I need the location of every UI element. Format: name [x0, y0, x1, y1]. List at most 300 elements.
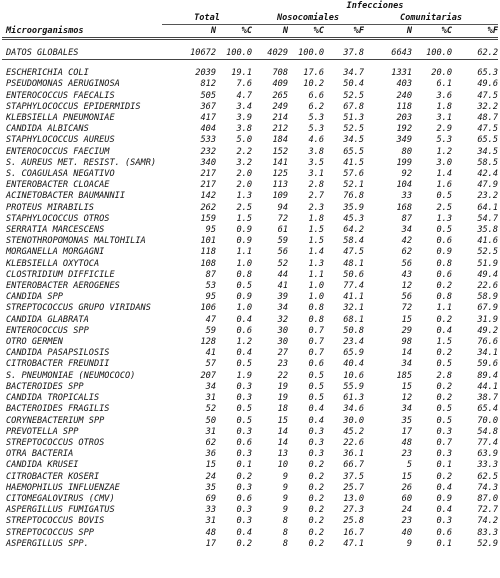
cell: 41.5: [343, 157, 364, 168]
cell: 34: [277, 303, 288, 314]
cell: 23: [401, 449, 412, 460]
cell: 232: [200, 146, 216, 157]
cell: 1.0: [236, 258, 252, 269]
microorganism-name: CANDIDA SPP: [6, 292, 63, 303]
cell: 62: [401, 247, 412, 258]
cell: 0.6: [436, 269, 452, 280]
cell: 5.3: [436, 135, 452, 146]
cell: 58.9: [477, 292, 499, 303]
table-row: [2, 528, 498, 539]
cell: 0.5: [436, 225, 452, 236]
cell: 0.2: [436, 314, 452, 325]
cell: 60: [401, 493, 412, 504]
cell: 2.0: [236, 180, 252, 191]
cell: 54.8: [477, 426, 499, 437]
table-row: [2, 68, 498, 79]
global-row: [2, 48, 498, 60]
cell: 52.5: [477, 247, 499, 258]
cell: 533: [200, 135, 216, 146]
cell: 47.5: [477, 90, 499, 101]
cell: 3.2: [236, 157, 252, 168]
cell: 0.1: [436, 538, 452, 549]
cell: 7.6: [236, 79, 252, 90]
cell: 15: [205, 460, 216, 471]
cell: 125: [272, 169, 288, 180]
cell: 47.9: [477, 180, 499, 191]
cell: 41.6: [477, 236, 499, 247]
cell: 8: [282, 538, 288, 549]
cell: 0.5: [236, 281, 252, 292]
cell: 40.4: [343, 359, 364, 370]
cell: 142: [200, 191, 216, 202]
cell: 95: [205, 225, 216, 236]
table-row: [2, 337, 498, 348]
cell: 0.9: [236, 236, 252, 247]
microorganism-name: CLOSTRIDIUM DIFFICILE: [6, 269, 115, 280]
cell: 23: [277, 359, 288, 370]
microorganism-name: STREPTOCOCCUS OTROS: [6, 437, 105, 448]
cell: 56: [277, 247, 288, 258]
cell: 26: [401, 482, 412, 493]
table-row: [2, 472, 498, 483]
cell: 128: [200, 337, 216, 348]
cell: 30: [277, 337, 288, 348]
cell: 65.9: [343, 348, 364, 359]
cell: 52: [205, 404, 216, 415]
cell: 87: [205, 269, 216, 280]
cell: 17.6: [303, 68, 324, 79]
cell: 41: [277, 281, 288, 292]
microorganism-name: ENTEROCOCCUS FAECALIS: [6, 90, 115, 101]
table-row: [2, 348, 498, 359]
cell: 0.1: [436, 460, 452, 471]
cell: 31: [205, 426, 216, 437]
cell: 0.6: [436, 236, 452, 247]
cell: 106: [200, 303, 216, 314]
cell: 2.3: [308, 202, 324, 213]
cell: 5.0: [236, 135, 252, 146]
cell: 24: [205, 471, 216, 482]
cell: 0.2: [308, 527, 324, 538]
cell: 0.2: [308, 516, 324, 527]
cell: 0.5: [436, 191, 452, 202]
cell: 29: [401, 325, 412, 336]
table-row: [2, 438, 498, 449]
cell: 3.8: [308, 146, 324, 157]
cell: 340: [200, 157, 216, 168]
cell: 1.5: [308, 236, 324, 247]
cell: 0.6: [436, 527, 452, 538]
cell: 37.5: [343, 471, 364, 482]
cell: 2.8: [308, 180, 324, 191]
table-row: [2, 281, 498, 292]
header-row-infecciones: [2, 0, 498, 12]
microorganism-name: PSEUDOMONAS AERUGINOSA: [6, 79, 120, 90]
cell: 5.3: [308, 113, 324, 124]
cell: 56: [401, 292, 412, 303]
cell: 9: [282, 493, 288, 504]
cell: 40: [401, 527, 412, 538]
microorganism-name: S. PNEUMONIAE (NEUMOCOCO): [6, 370, 136, 381]
cell: 0.3: [236, 449, 252, 460]
cell: 113: [272, 180, 288, 191]
cell: 68.1: [343, 314, 364, 325]
cell: 2.9: [436, 124, 452, 135]
microorganismos-heading: Microorganismos: [6, 25, 84, 36]
table-row: [2, 460, 498, 471]
cell: 72: [401, 303, 412, 314]
cell: 0.3: [436, 449, 452, 460]
cell: 47: [205, 314, 216, 325]
table-row: [2, 270, 498, 281]
cell: 76.8: [343, 191, 364, 202]
cell: 1331: [391, 68, 412, 79]
cell: 45.3: [343, 213, 364, 224]
cell: 66.7: [343, 460, 364, 471]
cell: 417: [200, 113, 216, 124]
cell: 4029: [267, 48, 288, 58]
cell: 0.2: [436, 471, 452, 482]
cell: 0.4: [436, 505, 452, 516]
cell: 77.4: [477, 437, 499, 448]
microorganism-name: CANDIDA TROPICALIS: [6, 393, 100, 404]
cell: 403: [396, 79, 412, 90]
cell: 262: [200, 202, 216, 213]
cell: 0.6: [236, 325, 252, 336]
cell: 48: [401, 437, 412, 448]
cell: 6.6: [308, 90, 324, 101]
cell: 22.6: [477, 281, 499, 292]
cell: 8: [282, 527, 288, 538]
cell: 8: [282, 516, 288, 527]
cell: 35.9: [343, 202, 364, 213]
microorganism-name: BACTEROIDES FRAGILIS: [6, 404, 110, 415]
cell: 19.1: [231, 68, 252, 79]
microorganism-name: STREPTOCOCCUS GRUPO VIRIDANS: [6, 303, 151, 314]
cell: 38.7: [477, 393, 499, 404]
cell: 1.5: [308, 225, 324, 236]
microorganism-name: KLEBSIELLA PNEUMONIAE: [6, 113, 115, 124]
cell: 17: [205, 538, 216, 549]
cell: 0.2: [436, 348, 452, 359]
table-row: [2, 303, 498, 314]
cell: 0.3: [436, 426, 452, 437]
cell: 0.4: [436, 482, 452, 493]
cell: 30.0: [343, 415, 364, 426]
cell: 34: [401, 404, 412, 415]
cell: 65.3: [477, 68, 499, 79]
cell: 0.7: [436, 437, 452, 448]
cell: 31: [205, 393, 216, 404]
cell: 207: [200, 370, 216, 381]
cell: 3.4: [236, 101, 252, 112]
cell: 708: [272, 68, 288, 79]
cell: 0.9: [236, 225, 252, 236]
cell: 94: [277, 202, 288, 213]
table-row: [2, 404, 498, 415]
cell: 0.8: [436, 258, 452, 269]
cell: 69: [205, 493, 216, 504]
cell: 0.7: [308, 337, 324, 348]
cell: 0.8: [308, 303, 324, 314]
cell: 47.1: [343, 538, 364, 549]
cell: 1.1: [236, 247, 252, 258]
cell: 5.3: [308, 124, 324, 135]
cell: 62.2: [477, 48, 499, 58]
cell: 0.4: [236, 348, 252, 359]
col-noso-n: N: [282, 26, 288, 36]
cell: 0.6: [236, 493, 252, 504]
cell: 3.1: [308, 169, 324, 180]
cell: 64.2: [343, 225, 364, 236]
cell: 1.2: [236, 337, 252, 348]
total-heading: Total: [162, 12, 252, 25]
microorganism-name: ACINETOBACTER BAUMANNII: [6, 191, 125, 202]
microorganism-name: SERRATIA MARCESCENS: [6, 225, 105, 236]
cell: 0.4: [236, 527, 252, 538]
cell: 64.1: [477, 202, 499, 213]
cell: 51.9: [477, 258, 499, 269]
cell: 1.1: [436, 303, 452, 314]
cell: 101: [200, 236, 216, 247]
microorganism-name: STAPHYLOCOCCUS AUREUS: [6, 135, 115, 146]
cell: 0.3: [308, 437, 324, 448]
microorganism-name: CANDIDA GLABRATA: [6, 314, 89, 325]
cell: 0.8: [308, 314, 324, 325]
cell: 1.0: [308, 292, 324, 303]
cell: 0.5: [308, 381, 324, 392]
cell: 0.4: [236, 314, 252, 325]
cell: 32.1: [343, 303, 364, 314]
cell: 22: [277, 370, 288, 381]
cell: 159: [200, 213, 216, 224]
microorganism-name: OTRO GERMEN: [6, 337, 63, 348]
table-row: [2, 180, 498, 191]
cell: 31: [205, 516, 216, 527]
cell: 57.6: [343, 169, 364, 180]
cell: 0.5: [236, 404, 252, 415]
cell: 18: [277, 404, 288, 415]
cell: 27: [277, 348, 288, 359]
table-row: [2, 113, 498, 124]
cell: 0.5: [236, 359, 252, 370]
col-noso-pc: %C: [313, 26, 324, 36]
cell: 0.3: [236, 426, 252, 437]
cell: 1.3: [308, 258, 324, 269]
cell: 34.7: [343, 68, 364, 79]
microorganism-name: CITROBACTER FREUNDII: [6, 359, 110, 370]
cell: 35: [205, 482, 216, 493]
cell: 0.1: [236, 460, 252, 471]
microorganism-name: ASPERGILLUS SPP.: [6, 538, 89, 549]
cell: 100.0: [226, 48, 252, 58]
cell: 0.3: [236, 381, 252, 392]
table-row: [2, 236, 498, 247]
microorganism-name: ENTEROCOCCUS FAECIUM: [6, 146, 110, 157]
cell: 0.5: [436, 415, 452, 426]
cell: 34: [401, 225, 412, 236]
cell: 1.6: [436, 180, 452, 191]
cell: 25.7: [343, 482, 364, 493]
table-row: [2, 539, 498, 550]
cell: 2.8: [436, 370, 452, 381]
cell: 76.6: [477, 337, 499, 348]
cell: 2.0: [236, 169, 252, 180]
cell: 44: [277, 269, 288, 280]
cell: 152: [272, 146, 288, 157]
cell: 0.2: [236, 538, 252, 549]
cell: 70.0: [477, 415, 499, 426]
table-body: [2, 39, 498, 550]
cell: 0.9: [436, 493, 452, 504]
table-row: [2, 494, 498, 505]
cell: 104: [396, 180, 412, 191]
cell: 1.0: [236, 303, 252, 314]
cell: 6.2: [308, 101, 324, 112]
microorganism-name: CITROBACTER KOSERI: [6, 471, 100, 482]
microorganism-name: STENOTHROPOMONAS MALTOHILIA: [6, 236, 146, 247]
cell: 23.2: [477, 191, 499, 202]
cell: 0.7: [308, 348, 324, 359]
cell: 217: [200, 180, 216, 191]
cell: 58.4: [343, 236, 364, 247]
cell: 35.8: [477, 225, 499, 236]
cell: 118: [396, 101, 412, 112]
cell: 52: [277, 258, 288, 269]
cell: 3.0: [436, 157, 452, 168]
cell: 87.0: [477, 493, 499, 504]
cell: 0.2: [436, 281, 452, 292]
cell: 0.5: [236, 415, 252, 426]
cell: 141: [272, 157, 288, 168]
cell: 100.0: [298, 48, 324, 58]
cell: 240: [396, 90, 412, 101]
cell: 15: [401, 381, 412, 392]
microorganism-name: KLEBSIELLA OXYTOCA: [6, 258, 100, 269]
cell: 17: [401, 426, 412, 437]
microorganism-name: STREPTOCOCCUS SPP: [6, 527, 94, 538]
microorganism-name: PROTEUS MIRABILIS: [6, 202, 94, 213]
cell: 0.9: [436, 247, 452, 258]
cell: 49.4: [477, 269, 499, 280]
cell: 409: [272, 79, 288, 90]
microorganism-name: OTRA BACTERIA: [6, 449, 74, 460]
microorganism-name: ASPERGILLUS FUMIGATUS: [6, 505, 115, 516]
cell: 1.5: [436, 337, 452, 348]
cell: 59.6: [477, 359, 499, 370]
cell: 0.5: [308, 393, 324, 404]
cell: 0.9: [236, 292, 252, 303]
cell: 0.2: [308, 471, 324, 482]
cell: 87: [401, 213, 412, 224]
table-row: [2, 124, 498, 135]
cell: 31.9: [477, 314, 499, 325]
cell: 0.6: [236, 437, 252, 448]
cell: 36.1: [343, 449, 364, 460]
cell: 50: [205, 415, 216, 426]
cell: 0.7: [308, 325, 324, 336]
cell: 1.8: [436, 101, 452, 112]
cell: 10.2: [303, 79, 324, 90]
cell: 61: [277, 225, 288, 236]
cell: 12: [401, 281, 412, 292]
cell: 1.4: [308, 247, 324, 258]
cell: 0.3: [236, 505, 252, 516]
cell: 61.3: [343, 393, 364, 404]
cell: 52.5: [343, 90, 364, 101]
cell: 0.2: [308, 482, 324, 493]
cell: 52.5: [343, 124, 364, 135]
microorganism-name: PREVOTELLA SPP: [6, 426, 79, 437]
cell: 1.1: [308, 269, 324, 280]
cell: 67.9: [477, 303, 499, 314]
cell: 108: [200, 258, 216, 269]
cell: 184: [272, 135, 288, 146]
cell: 19: [277, 393, 288, 404]
table-row: [2, 382, 498, 393]
table-row: [2, 449, 498, 460]
cell: 212: [272, 124, 288, 135]
table-row: [2, 91, 498, 102]
microorganism-name: ENTEROBACTER AEROGENES: [6, 281, 120, 292]
cell: 0.4: [436, 325, 452, 336]
cell: 1.9: [236, 370, 252, 381]
cell: 34.1: [477, 348, 499, 359]
cell: 30: [277, 325, 288, 336]
table-row: [2, 203, 498, 214]
cell: 9: [282, 471, 288, 482]
table-row: [2, 147, 498, 158]
cell: 4.7: [236, 90, 252, 101]
cell: 1.4: [436, 169, 452, 180]
cell: 62: [205, 437, 216, 448]
cell: 51.3: [343, 113, 364, 124]
cell: 44.1: [477, 381, 499, 392]
microorganism-name: CORYNEBACTERIUM SPP: [6, 415, 105, 426]
cell: 43: [401, 269, 412, 280]
cell: 47.5: [477, 124, 499, 135]
cell: 10672: [190, 48, 216, 58]
cell: 0.5: [308, 370, 324, 381]
cell: 265: [272, 90, 288, 101]
cell: 24: [401, 505, 412, 516]
microorganism-name: STAPHYLOCOCCUS EPIDERMIDIS: [6, 101, 141, 112]
cell: 3.1: [436, 113, 452, 124]
cell: 49.2: [477, 325, 499, 336]
cell: 203: [396, 113, 412, 124]
cell: 34.5: [343, 135, 364, 146]
microorganism-name: ESCHERICHIA COLI: [6, 68, 89, 79]
cell: 41: [205, 348, 216, 359]
cell: 0.6: [308, 359, 324, 370]
cell: 33.3: [477, 460, 499, 471]
microorganism-name: CANDIDA ALBICANS: [6, 124, 89, 135]
table-row: [2, 135, 498, 146]
cell: 100.0: [426, 48, 452, 58]
cell: 0.5: [436, 404, 452, 415]
table-row: [2, 315, 498, 326]
table-row: [2, 102, 498, 113]
cell: 23.4: [343, 337, 364, 348]
cell: 9: [406, 538, 412, 549]
table-row: [2, 483, 498, 494]
cell: 3.6: [436, 90, 452, 101]
cell: 23: [401, 516, 412, 527]
cell: 9: [282, 505, 288, 516]
table-row: [2, 191, 498, 202]
cell: 54.7: [477, 213, 499, 224]
cell: 50.8: [343, 325, 364, 336]
